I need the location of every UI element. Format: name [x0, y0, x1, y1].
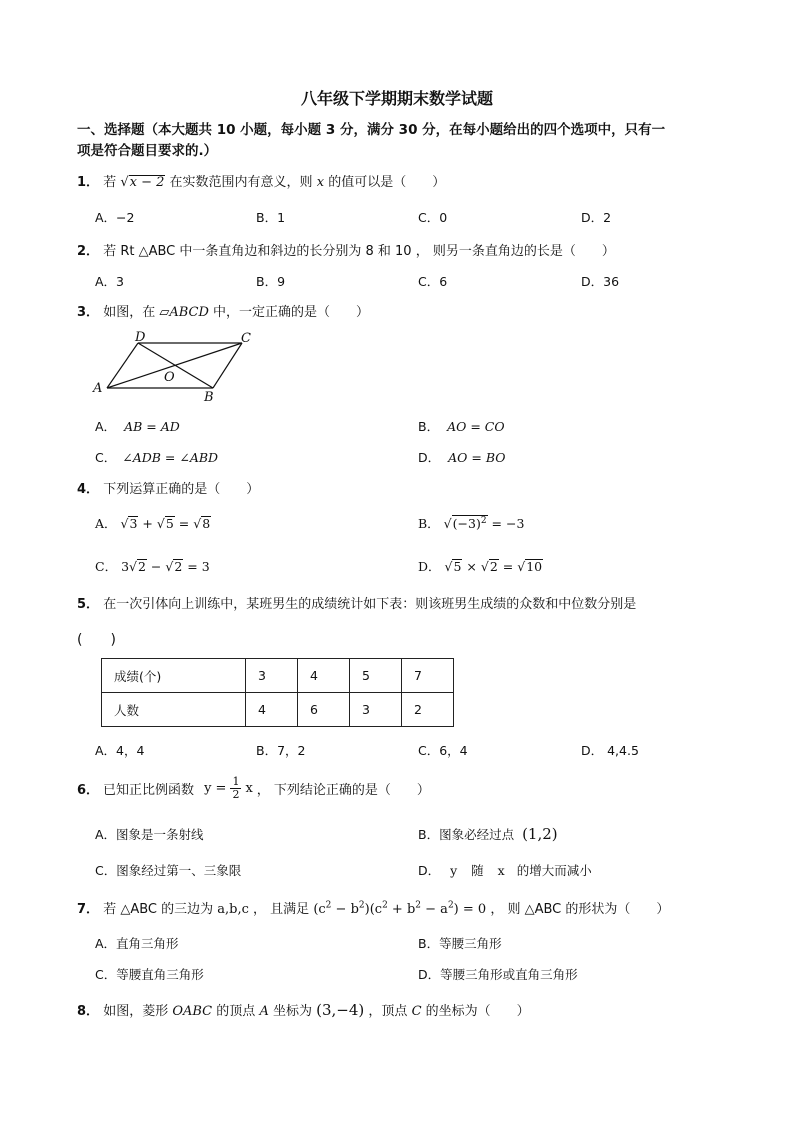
radicand: 10	[526, 559, 543, 574]
variable: x	[316, 175, 325, 190]
option-d: D．2	[581, 210, 612, 225]
label-d: D	[135, 330, 146, 345]
option-c: C．图象经过第一、三象限	[95, 863, 242, 878]
question-text: ， 且满足	[253, 902, 310, 917]
option-math: AO = CO	[447, 419, 505, 434]
coefficient: 3	[121, 559, 130, 574]
option-b: B． $√(-3)^2 = -3$	[418, 515, 525, 531]
question-number: 2．	[77, 244, 100, 259]
table-cell: 4	[246, 693, 298, 727]
operator: +	[142, 516, 153, 531]
option-d: D．36	[581, 274, 620, 289]
option-c: C．等腰直角三角形	[95, 967, 204, 982]
page-title: 八年级下学期期末数学试题	[300, 89, 493, 108]
radicand: 2	[137, 559, 146, 574]
question-number: 3．	[77, 305, 100, 320]
option-a: A．直角三角形	[95, 936, 179, 951]
sides: a,b,c	[217, 902, 249, 917]
question-number: 8．	[77, 1004, 100, 1019]
option-text: B．图象必经过点	[418, 827, 515, 842]
table-row	[102, 693, 454, 727]
label-a: A	[93, 381, 103, 396]
question-text: 在实数范围内有意义，则	[169, 175, 313, 190]
exponent: 2	[480, 515, 487, 526]
side-da	[107, 343, 138, 388]
table-cell: 人数	[102, 693, 246, 727]
question-2	[77, 240, 615, 259]
question-text: 的顶点	[216, 1004, 256, 1019]
question-text: 已知正比例函数	[103, 783, 195, 799]
option-d: D． √5 × √2 = √10	[418, 559, 543, 574]
option-c: C．6，4	[418, 743, 468, 758]
point: (1,2)	[522, 825, 558, 843]
variable: y	[450, 863, 458, 878]
question-text: ， 下列结论正确的是（ ）	[256, 783, 430, 799]
question-text: 如图，菱形	[103, 1004, 169, 1019]
question-text: ，顶点	[368, 1004, 408, 1019]
table-cell: 成绩(个)	[102, 659, 246, 693]
option-c: C． 3√2 − √2 = 3	[95, 559, 210, 574]
table-cell: 2	[402, 693, 454, 727]
radicand: 8	[202, 516, 211, 531]
table-cell: 3	[246, 659, 298, 693]
vertex-a: A	[259, 1004, 269, 1019]
question-text: 坐标为	[272, 1004, 312, 1019]
radicand: 2	[174, 559, 183, 574]
rhombus-label: OABC	[172, 1004, 213, 1019]
operator: −	[150, 559, 162, 574]
question-text: ， 则 △ABC 的形状为（ ）	[490, 902, 670, 917]
option-letter: C．	[95, 559, 118, 574]
radicand: 5	[165, 516, 174, 531]
question-text: 如图，在	[103, 305, 156, 320]
option-c	[95, 448, 218, 466]
option-b: B．1	[256, 210, 286, 225]
section-heading-line2: 项是符合题目要求的.）	[77, 143, 218, 159]
table-cell: 7	[402, 659, 454, 693]
option-c: C．6	[418, 274, 448, 289]
option-letter: D．	[418, 863, 441, 878]
table-cell: 3	[350, 693, 402, 727]
table-cell: 6	[298, 693, 350, 727]
question-text: 的坐标为（ ）	[425, 1004, 530, 1019]
question-text: 若 △ABC 的三边为	[103, 902, 214, 917]
option-d: D． 4,4.5	[581, 743, 639, 758]
question-text: 中，一定正确的是（ ）	[213, 305, 370, 320]
question-5	[77, 593, 636, 612]
option-a: A．4，4	[95, 743, 145, 758]
denominator: 2	[232, 788, 240, 802]
option-letter: A．	[95, 419, 117, 434]
option-letter: B．	[418, 419, 440, 434]
question-text: 下列运算正确的是（ ）	[103, 482, 260, 497]
option-c: C．0	[418, 210, 448, 225]
option-a: A．图象是一条射线	[95, 827, 204, 842]
result: = 3	[187, 559, 210, 574]
option-d	[418, 861, 592, 879]
option-a: A．3	[95, 274, 125, 289]
score-table	[101, 658, 454, 727]
option-a: A． √3 + √5 = √8	[95, 516, 211, 531]
question-text: 若	[103, 175, 117, 190]
side-bc	[213, 343, 242, 388]
condition: $(c^2 - b^2)(c^2 + b^2 - a^2) = 0$	[313, 900, 487, 917]
option-b: B．9	[256, 274, 286, 289]
coordinate: (3,−4)	[316, 1001, 365, 1019]
question-number: 4．	[77, 482, 100, 497]
option-letter: D．	[418, 450, 441, 465]
operator: =	[502, 559, 514, 574]
option-b	[418, 825, 558, 843]
question-6	[77, 776, 430, 801]
question-text: 若 Rt △ABC 中一条直角边和斜边的长分别为 8 和 10 ， 则另一条直角边的长是（ ）	[103, 244, 615, 259]
diagonal-bd	[138, 343, 213, 388]
option-math: ∠ADB = ∠ABD	[122, 450, 219, 465]
question-number: 7．	[77, 902, 100, 917]
table-row	[102, 659, 454, 693]
option-text: 的增大而减小	[516, 863, 592, 878]
option-b: B．7，2	[256, 743, 306, 758]
parallelogram-figure	[90, 328, 260, 404]
question-number: 1．	[77, 175, 100, 190]
answer-paren: ( )	[77, 632, 116, 648]
numerator: 1	[232, 775, 240, 788]
option-a	[95, 417, 180, 435]
option-letter: A．	[95, 516, 117, 531]
sqrt-expression: √x − 2	[120, 175, 165, 190]
radicand: x − 2	[129, 175, 165, 190]
question-1	[77, 171, 445, 191]
radicand: (−3)	[452, 516, 481, 531]
radicand: 2	[489, 559, 498, 574]
option-b: B．等腰三角形	[418, 936, 502, 951]
operator: ×	[466, 559, 477, 574]
option-d	[418, 448, 506, 466]
question-number: 6．	[77, 783, 100, 799]
label-o: O	[164, 370, 175, 385]
question-3	[77, 301, 369, 320]
option-b	[418, 417, 505, 435]
table-cell: 5	[350, 659, 402, 693]
radicand: 3	[129, 516, 138, 531]
parallelogram-label: ▱ABCD	[159, 305, 209, 320]
question-7	[77, 898, 669, 917]
option-letter: B．	[418, 516, 440, 531]
question-number: 5．	[77, 597, 100, 612]
variable: x	[497, 863, 505, 878]
table-cell: 4	[298, 659, 350, 693]
question-text: 的值可以是（ ）	[328, 175, 446, 190]
question-8	[77, 1000, 530, 1019]
question-text: 在一次引体向上训练中，某班男生的成绩统计如下表：则该班男生成绩的众数和中位数分别是	[103, 597, 637, 612]
operator: =	[178, 516, 190, 531]
option-letter: C．	[95, 450, 117, 465]
option-letter: D．	[418, 559, 441, 574]
function-lhs: y =	[204, 781, 227, 797]
section-heading-line1: 一、选择题（本大题共 10 小题，每小题 3 分，满分 30 分，在每小题给出的四个选项中，只有一	[77, 122, 666, 138]
vertex-c: C	[411, 1004, 422, 1019]
label-b: B	[204, 390, 214, 404]
function-var: x	[245, 781, 253, 797]
result: = −3	[491, 516, 525, 531]
fraction	[230, 776, 241, 801]
radicand: 5	[453, 559, 462, 574]
option-math: AB = AD	[124, 419, 180, 434]
option-text: 随	[471, 863, 484, 878]
option-d: D．等腰三角形或直角三角形	[418, 967, 578, 982]
question-4	[77, 478, 259, 497]
option-a: A．−2	[95, 210, 135, 225]
label-c: C	[241, 331, 251, 346]
option-math: AO = BO	[448, 450, 506, 465]
